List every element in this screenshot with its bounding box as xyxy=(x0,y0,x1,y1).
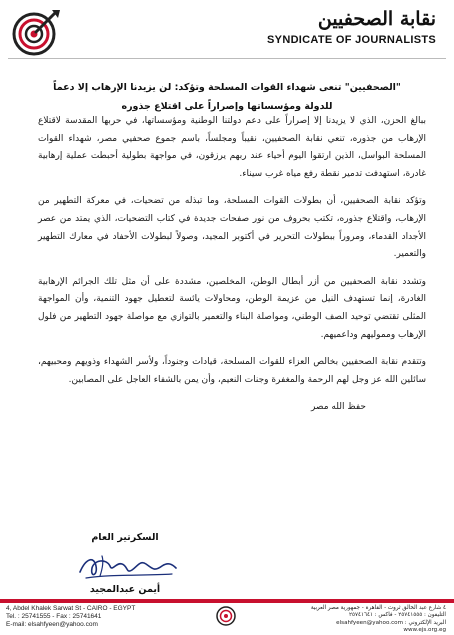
footer-address-en: 4, Abdel Khalek Sarwat St - CAIRO - EGYPT xyxy=(6,605,136,612)
paragraph-4: وتتقدم نقابة الصحفيين بخالص العزاء للقوات المسلحة، قيادات وجنوداً، ولأسر الشهداء وذويهم ومحبيهم، سائلين الله عز وجل لهم الرحمة والمغفرة وجنات النعيم، وأن يمن بالشفاء العاجل على المصابين. xyxy=(38,357,426,385)
paragraph-2: وتؤكد نقابة الصحفيين، أن بطولات القوات المسلحة، وما تبذله من تضحيات، في معركة التطهير من الإرهاب، واقتلاع جذوره، تكتب بحروف من نور صفحات جديدة في كتاب التضحيات، الذي يمتد من عصر الأجداد القدماء، ومروراً ببطولات التحرير في أكتوبر المجيد، وصولاً لبطولات الأحفاد في معارك التطهير والتعمير. xyxy=(38,196,426,260)
footer-english-contact xyxy=(6,605,196,629)
footer-logo-icon xyxy=(206,605,246,627)
signatory-title: السكرتير العام xyxy=(91,532,159,543)
headline-line-2: للدولة ومؤسساتها وإصراراً على اقتلاع جذوره xyxy=(121,101,333,112)
statement-body xyxy=(38,113,426,427)
closing-line: حفظ الله مصر xyxy=(310,402,366,413)
footer-phone-ar: التليفون : ٢٥٧٤١٥٥٥ - فاكس : ٢٥٧٤١٦٤١ xyxy=(348,612,446,619)
paragraph-3: وتشدد نقابة الصحفيين من أزر أبطال الوطن، المخلصين، مشددة على أن مثل تلك الجرائم الإرهابية الغادرة، إنما تستهدف النيل من عزيمة الوطن، ومحاولات يائسة لتعطيل جهود التنمية، وأن المواجهة المثلى تقتضي توحيد الصف الوطني، ومواصلة البناء والتعمير بالتوازي مع مواصلة جهود التطهير من فلول الإرهاب ومموليهم وداعميهم. xyxy=(38,276,426,340)
paragraph-1: ببالغ الحزن، الذي لا يزيدنا إلا إصراراً على دعم دولتنا الوطنية ومؤسساتها، في حربها المقدسة لاقتلاع الإرهاب من جذوره، تنعي نقابة الصحفيين، نقيباً ومجلساً، باسم جموع صحفيي مصر، شهداء القوات المسلحة البواسل، الذين ارتقوا اليوم أحياء عند ربهم يرزقون، في مواجهة بطولية أحبطت عملية إرهابية غادرة، استهدفت تدمير نقطة رفع مياه غرب سيناء. xyxy=(38,116,426,179)
syndicate-logo-icon xyxy=(10,6,62,58)
signatory-name: أيمن عبدالمجيد xyxy=(89,584,161,595)
syndicate-arabic-name: نقابة الصحفيين xyxy=(317,8,436,30)
headline-line-1: "الصحفيين" تنعى شهداء القوات المسلحة وتؤكد: لن يزيدنا الإرهاب إلا دعماً xyxy=(53,82,401,93)
footer-accent-bar xyxy=(0,599,454,603)
handwritten-signature-icon xyxy=(72,550,182,584)
footer-email-ar[interactable]: البريد الإلكتروني : elsahfyeen@yahoo.com xyxy=(336,619,446,626)
statement-headline xyxy=(40,78,414,116)
footer-email-en[interactable]: E-mail: elsahfyeen@yahoo.com xyxy=(6,621,98,628)
footer-phone-en: Tel. : 25741555 - Fax : 25741641 xyxy=(6,613,102,620)
footer-arabic-contact xyxy=(256,605,446,635)
header-divider xyxy=(8,58,446,59)
syndicate-english-name: SYNDICATE OF JOURNALISTS xyxy=(267,34,436,46)
footer-website[interactable]: www.ejs.org.eg xyxy=(403,627,446,634)
footer-address-ar: ٤ شارع عبد الخالق ثروت - القاهرة - جمهورية مصر العربية xyxy=(310,605,446,611)
